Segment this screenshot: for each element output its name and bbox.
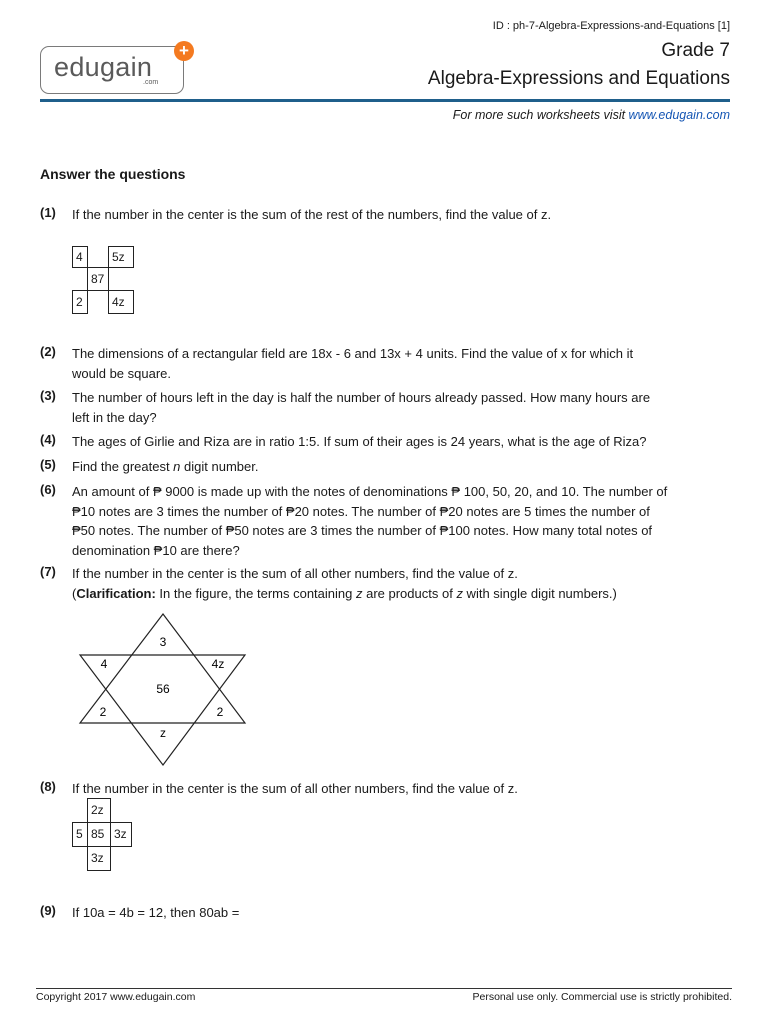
clar-b: are products of <box>362 585 457 601</box>
clar-a: In the figure, the terms containing <box>155 585 356 601</box>
star-top: 3 <box>159 635 167 649</box>
question-line: An amount of ₱ 9000 is made up with the notes of denominations ₱ 100, 50, 20, and 10. The number of <box>72 484 668 499</box>
q1-figure <box>72 246 134 318</box>
question-text: The ages of Girlie and Riza are in ratio 1:5. If sum of their ages is 24 years, what is the age of Riza? <box>72 434 647 449</box>
q1-cell-top-right: 5z <box>108 246 134 268</box>
question-line: ₱50 notes. The number of ₱50 notes are 3 times the number of ₱100 notes. How many total notes of <box>72 523 653 538</box>
question-text <box>72 388 712 427</box>
grade-title: Grade 7 <box>661 40 730 61</box>
star-right-top: 4z <box>211 657 225 671</box>
header-divider <box>40 99 730 102</box>
question-line: The number of hours left in the day is half the number of hours already passed. How many hours are <box>72 390 651 405</box>
question-number: (6) <box>40 482 56 497</box>
star-left-bottom: 2 <box>99 705 107 719</box>
footer-usage-note: Personal use only. Commercial use is strictly prohibited. <box>472 991 732 1003</box>
more-prefix: For more such worksheets visit <box>452 108 629 122</box>
question-line: The dimensions of a rectangular field are 18x - 6 and 13x + 4 units. Find the value of x for which it <box>72 346 634 361</box>
q8-figure <box>72 798 132 878</box>
question-text: If the number in the center is the sum of all other numbers, find the value of z. <box>72 781 518 796</box>
clarification-label: Clarification: <box>76 585 156 601</box>
clarification-line <box>72 584 712 604</box>
footer-copyright: Copyright 2017 www.edugain.com <box>36 991 196 1003</box>
question-number: (8) <box>40 779 56 794</box>
star-bottom: z <box>160 726 166 740</box>
q1-cell-center: 87 <box>87 267 109 291</box>
logo-com: .com <box>143 79 159 86</box>
clar-var: z <box>355 585 363 601</box>
q8-cell-left: 5 <box>72 822 88 847</box>
q5-variable: n <box>173 459 181 474</box>
q8-cell-right: 3z <box>110 822 132 847</box>
plus-icon: + <box>174 41 194 61</box>
q5-post: digit number. <box>180 459 259 474</box>
footer-divider <box>36 988 732 989</box>
question-line: denomination ₱10 are there? <box>72 542 240 558</box>
question-number: (7) <box>40 564 56 579</box>
question-number: (5) <box>40 457 56 472</box>
question-text <box>72 482 712 560</box>
q8-cell-center: 85 <box>87 822 111 847</box>
edugain-link[interactable]: www.edugain.com <box>628 108 730 122</box>
clar-c: with single digit numbers.) <box>462 585 617 601</box>
question-text <box>72 564 712 603</box>
star-right-bottom: 2 <box>216 705 224 719</box>
question-line: would be square. <box>72 365 172 381</box>
q1-cell-bottom-right: 4z <box>108 290 134 314</box>
q8-cell-bottom: 3z <box>87 846 111 871</box>
question-text: If the number in the center is the sum of the rest of the numbers, find the value of z. <box>72 207 552 222</box>
star-figure <box>70 612 260 772</box>
question-text <box>72 344 712 383</box>
question-text <box>72 457 712 477</box>
topic-title: Algebra-Expressions and Equations <box>427 68 730 89</box>
question-line: left in the day? <box>72 409 157 425</box>
worksheet-id: ID : ph-7-Algebra-Expressions-and-Equations [1] <box>492 20 730 32</box>
question-number: (4) <box>40 432 56 447</box>
star-center: 56 <box>156 682 170 696</box>
clar-open: ( <box>72 585 77 601</box>
q8-cell-top: 2z <box>87 798 111 823</box>
question-text: If 10a = 4b = 12, then 80ab = <box>72 905 240 920</box>
q5-pre: Find the greatest <box>72 459 174 474</box>
q1-cell-top-left: 4 <box>72 246 88 268</box>
logo-name: edugain <box>54 52 153 82</box>
star-left-top: 4 <box>100 657 108 671</box>
section-title: Answer the questions <box>40 166 186 182</box>
question-number: (3) <box>40 388 56 403</box>
more-worksheets-line <box>453 108 730 122</box>
question-number: (2) <box>40 344 56 359</box>
question-number: (1) <box>40 205 56 220</box>
question-number: (9) <box>40 903 56 918</box>
question-line: ₱10 notes are 3 times the number of ₱20 notes. The number of ₱20 notes are 5 times the number of <box>72 503 650 519</box>
q1-cell-bottom-left: 2 <box>72 290 88 314</box>
question-line: If the number in the center is the sum of all other numbers, find the value of z. <box>72 566 518 581</box>
clar-var: z <box>456 585 463 601</box>
